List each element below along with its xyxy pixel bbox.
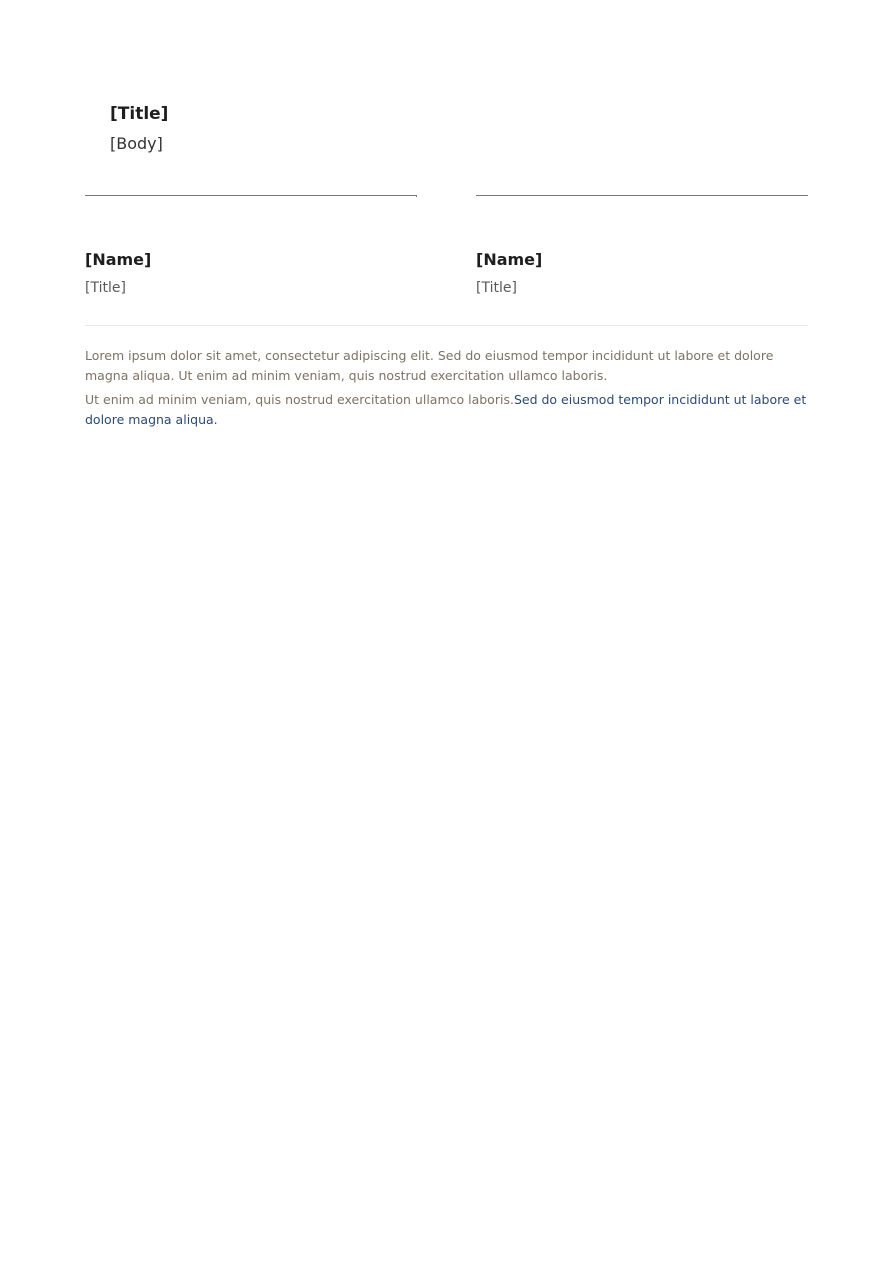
signer-title-right: [Title]	[476, 280, 517, 296]
signer-name-right: [Name]	[476, 250, 543, 269]
signer-title-left: [Title]	[85, 280, 126, 296]
footer-paragraph-2	[85, 390, 810, 430]
signature-line-left	[85, 195, 417, 196]
footer-paragraph-1: Lorem ipsum dolor sit amet, consectetur adipiscing elit. Sed do eiusmod tempor incididunt ut labore et dolore magna aliqua. Ut enim ad minim veniam, quis nostrud exercitation ullamco laboris.	[85, 348, 774, 383]
document-body: [Body]	[110, 134, 163, 153]
document-title: [Title]	[110, 104, 169, 124]
footer-paragraph-2-highlight: Sed do eiusmod tempor incididunt ut labore et dolore magna aliqua.	[85, 392, 807, 427]
footer-paragraph-2-text: Ut enim ad minim veniam, quis nostrud exercitation ullamco laboris.	[85, 392, 514, 407]
signature-line-right	[476, 195, 808, 196]
signer-name-left: [Name]	[85, 250, 152, 269]
footer-divider	[85, 325, 808, 326]
